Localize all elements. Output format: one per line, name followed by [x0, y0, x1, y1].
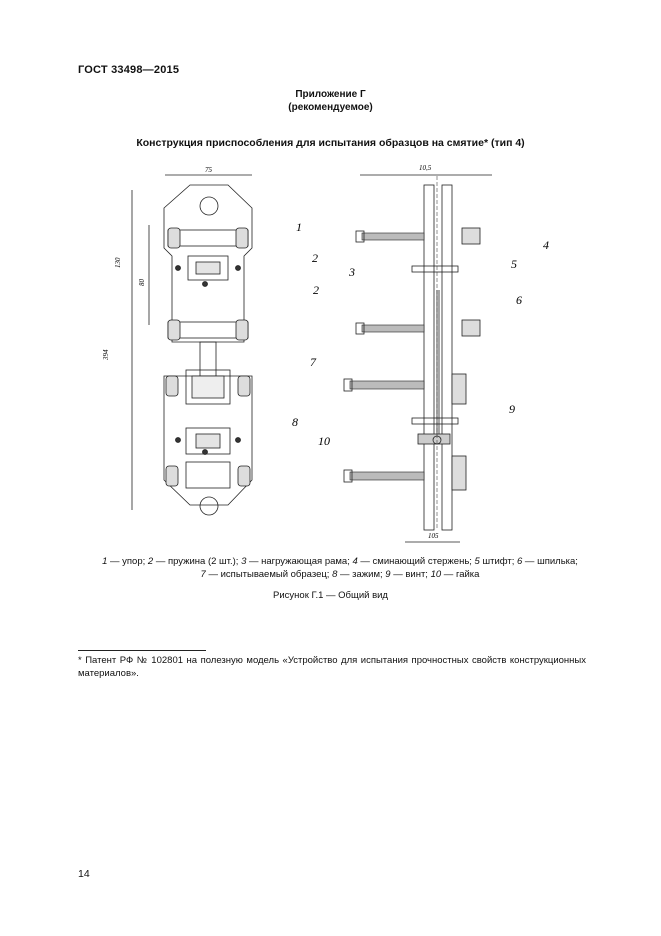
callout-7: 7 — [310, 355, 316, 369]
legend-line-2 — [80, 568, 600, 581]
legend-text: — упор; — [107, 556, 148, 567]
left-upper-plate — [164, 185, 252, 342]
legend-num: 3 — [241, 556, 247, 567]
legend-num: 6 — [517, 556, 523, 567]
footnote: * Патент РФ № 102801 на полезную модель «Устройство для испытания прочностных свойств конструкционных материалов». — [78, 655, 586, 679]
callout-4: 4 — [543, 238, 549, 252]
footnote-divider — [78, 650, 206, 651]
legend-num: 1 — [102, 556, 108, 567]
callout-10: 10 — [318, 434, 330, 448]
legend-num: 8 — [332, 569, 338, 580]
callout-1: 1 — [296, 220, 302, 234]
dim-left-width: 75 — [205, 166, 212, 174]
figure-legend — [80, 555, 600, 581]
legend-num: 9 — [385, 569, 391, 580]
legend-num: 4 — [352, 556, 358, 567]
callout-6: 6 — [516, 293, 522, 307]
legend-text: штифт; — [479, 556, 517, 567]
callout-3: 3 — [349, 265, 355, 279]
dim-left-h1: 130 — [114, 257, 122, 268]
figure-title: Конструкция приспособления для испытания образцов на смятие* (тип 4) — [136, 137, 525, 149]
dim-left-h2: 80 — [138, 279, 146, 286]
callout-2a: 2 — [312, 251, 318, 265]
specimen-strip — [200, 342, 216, 376]
legend-num: 2 — [147, 556, 154, 567]
legend-num: 5 — [474, 556, 480, 567]
right-side-view — [344, 176, 480, 530]
legend-line-1 — [80, 555, 600, 568]
callout-2b: 2 — [313, 283, 319, 297]
legend-text: — винт; — [390, 569, 431, 580]
dim-right-bottom: 105 — [428, 532, 439, 540]
figure-caption: Рисунок Г.1 — Общий вид — [273, 590, 388, 601]
legend-num: 7 — [200, 569, 206, 580]
dim-right-top: 10,5 — [419, 164, 432, 172]
page-number: 14 — [78, 868, 90, 880]
left-lower-plate — [164, 370, 252, 515]
legend-text: — зажим; — [337, 569, 386, 580]
legend-num: 10 — [430, 569, 442, 580]
document-header: ГОСТ 33498—2015 — [78, 64, 180, 76]
appendix-title: Приложение Г — [295, 89, 366, 100]
legend-text: — сминающий стержень; — [357, 556, 475, 567]
legend-text: — пружина (2 шт.); — [153, 556, 242, 567]
legend-text: — гайка — [441, 569, 480, 580]
technical-drawing — [95, 158, 565, 543]
callout-8: 8 — [292, 415, 298, 429]
callout-9: 9 — [509, 402, 515, 416]
appendix-subtitle: (рекомендуемое) — [288, 102, 373, 113]
dim-left-total: 394 — [102, 349, 110, 360]
callout-5: 5 — [511, 257, 517, 271]
legend-text: — испытываемый образец; — [205, 569, 333, 580]
appendix-heading — [0, 88, 661, 114]
legend-text: — нагружающая рама; — [246, 556, 353, 567]
legend-text: — шпилька; — [522, 556, 578, 567]
